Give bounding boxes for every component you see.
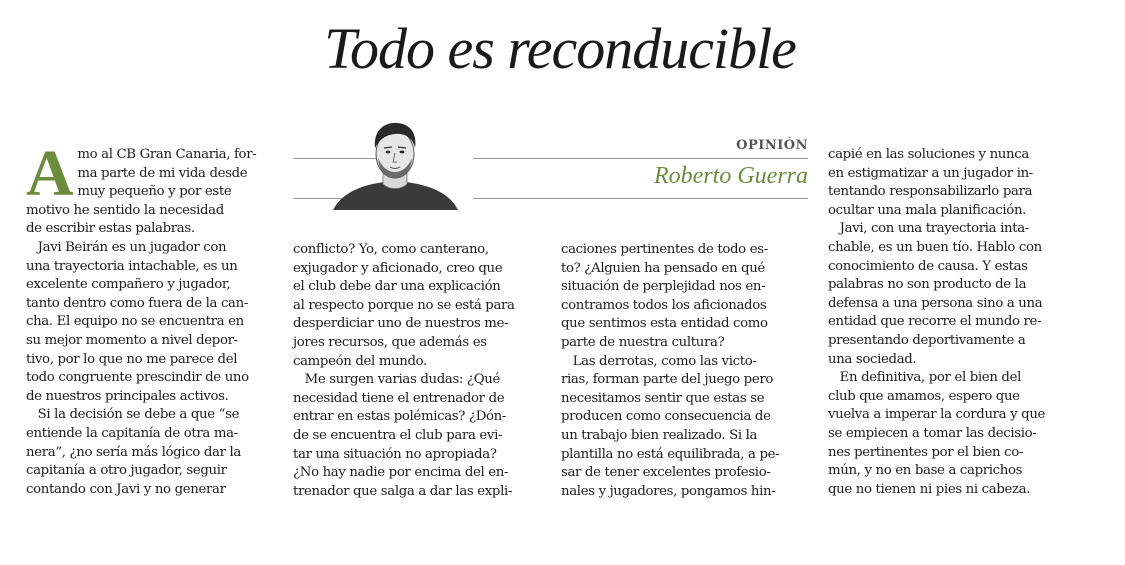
article-column-4: [828, 146, 1054, 499]
text-line: palabras no son producto de la: [828, 277, 1027, 293]
text-line: tar una situación no apropiada?: [293, 446, 497, 462]
text-line: parte de nuestra cultura?: [561, 334, 725, 350]
text-line: una trayectoria intachable, es un: [26, 258, 238, 274]
text-line: presentando deportivamente a: [828, 332, 1026, 348]
text-line: ocultar una mala planificación.: [828, 202, 1027, 218]
drop-cap: A: [26, 137, 74, 210]
text-line: se empiecen a tomar las decisio-: [828, 425, 1037, 441]
text-line: el club debe dar una explicación: [293, 279, 501, 295]
text-line: motivo he sentido la necesidad: [26, 202, 224, 218]
text-line: capié en las soluciones y nunca: [828, 147, 1029, 162]
text-line: vuelva a imperar la cordura y que: [828, 407, 1046, 423]
article-column-3: [561, 241, 787, 501]
headline: Todo es reconducible: [324, 16, 796, 81]
text-line: entiende la capitanía de otra ma-: [26, 425, 238, 441]
text-line: en estigmatizar a un jugador in-: [828, 165, 1033, 181]
text-line: al respecto porque no se está para: [293, 297, 515, 313]
text-line: chable, es un buen tío. Hablo con: [828, 239, 1042, 255]
article-column-1: [26, 137, 257, 499]
section-label: OPINIÓN: [736, 138, 808, 153]
text-line: capitanía a otro jugador, seguir: [26, 463, 227, 479]
text-line: todo congruente prescindir de uno: [26, 370, 249, 386]
text-line: tivo, por lo que no me parece del: [26, 351, 238, 367]
text-line: nes pertinentes por el bien co-: [828, 444, 1024, 460]
author-portrait: [313, 118, 473, 210]
text-line: desperdiciar uno de nuestros me-: [293, 316, 509, 332]
text-line: situación de perplejidad nos en-: [561, 279, 766, 295]
text-line: que no tienen ni pies ni cabeza.: [828, 481, 1031, 497]
text-line: ¿No hay nadie por encima del en-: [293, 465, 509, 481]
text-line: que sentimos esta entidad como: [561, 316, 768, 332]
text-line: una sociedad.: [828, 351, 917, 367]
text-line: necesidad tiene el entrenador de: [293, 390, 505, 406]
text-line: necesitamos sentir que estas se: [561, 390, 765, 406]
author-name: Roberto Guerra: [654, 163, 808, 189]
text-line: contando con Javi y no generar: [26, 481, 226, 497]
text-line: de nuestros principales activos.: [26, 388, 229, 404]
text-line: Las derrotas, como las victo-: [561, 353, 757, 369]
text-line: mún, y no en base a caprichos: [828, 463, 1023, 479]
text-line: conflicto? Yo, como canterano,: [293, 242, 489, 257]
text-line: de escribir estas palabras.: [26, 221, 195, 237]
text-line: ma parte de mi vida desde: [77, 165, 248, 181]
text-line: entidad que recorre el mundo re-: [828, 314, 1042, 330]
text-line: Me surgen varias dudas: ¿Qué: [293, 372, 500, 388]
text-line: tanto dentro como fuera de la can-: [26, 295, 248, 311]
text-line: mo al CB Gran Canaria, for-: [77, 147, 257, 162]
text-line: jores recursos, que además es: [293, 334, 487, 350]
text-line: defensa a una persona sino a una: [828, 295, 1043, 311]
text-line: contramos todos los aficionados: [561, 297, 767, 313]
text-line: nales y jugadores, pongamos hin-: [561, 483, 776, 499]
text-line: club que amamos, espero que: [828, 388, 1020, 404]
text-line: nera”, ¿no sería más lógico dar la: [26, 444, 241, 460]
rule-divider: [473, 198, 808, 199]
text-line: tentando responsabilizarlo para: [828, 184, 1033, 200]
article-column-2: [293, 241, 519, 501]
text-line: trenador que salga a dar las expli-: [293, 483, 513, 499]
text-line: cha. El equipo no se encuentra en: [26, 314, 244, 330]
text-line: exjugador y aficionado, creo que: [293, 260, 503, 276]
text-line: su mejor momento a nivel depor-: [26, 332, 238, 348]
text-line: En definitiva, por el bien del: [828, 370, 1021, 386]
text-line: caciones pertinentes de todo es-: [561, 242, 768, 257]
text-line: Si la decisión se debe a que “se: [26, 407, 240, 423]
text-line: to? ¿Alguien ha pensado en qué: [561, 260, 765, 276]
text-line: Javi, con una trayectoria inta-: [828, 221, 1029, 237]
rule-divider: [473, 158, 808, 159]
text-line: sar de tener excelentes profesio-: [561, 465, 771, 481]
text-line: de se encuentra el club para evi-: [293, 427, 503, 443]
text-line: Javi Beirán es un jugador con: [26, 239, 227, 255]
text-line: plantilla no está equilibrada, a pe-: [561, 446, 780, 462]
text-line: un trabajo bien realizado. Si la: [561, 427, 758, 443]
byline-block: [293, 118, 808, 218]
text-line: rias, forman parte del juego pero: [561, 372, 774, 388]
text-line: campeón del mundo.: [293, 353, 427, 369]
text-line: excelente compañero y jugador,: [26, 277, 231, 293]
text-line: muy pequeño y por este: [77, 184, 232, 200]
text-line: conocimiento de causa. Y estas: [828, 258, 1028, 274]
text-line: entrar en estas polémicas? ¿Dón-: [293, 409, 507, 425]
text-line: producen como consecuencia de: [561, 409, 771, 425]
